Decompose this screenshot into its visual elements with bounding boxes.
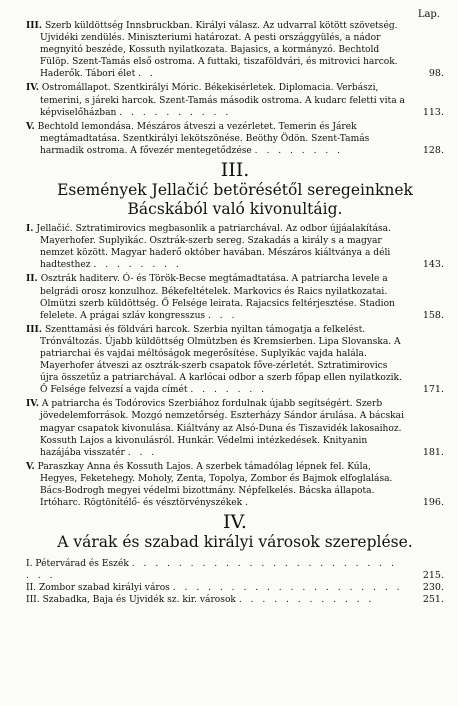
entry-page: 128. xyxy=(422,144,444,156)
entry-number: V. xyxy=(26,120,35,132)
toc-entry: I. Pétervárad és Eszék . . . . . . . . . . . . . . . . . . . . . . . . . . 215. xyxy=(26,559,444,582)
toc-entry: IV. Ostromállapot. Szentkirályi Móric. Békekisérletek. Diplomacia. Verbászi, temerini, s járeki harcok. Szent-Tamás második ostroma. A kudarc feletti vita a képviselőházban . . . . . . . . . . 113. xyxy=(26,82,444,118)
part-title: A várak és szabad királyi városok szereplése. xyxy=(57,533,413,552)
entry-text: Paraszkay Anna és Kossuth Lajos. A szerbek támadólag lépnek fel. Kúla, Hegyes, Feketehegy. Moholy, Zenta, Topolya, Zombor és Bajmok elfoglalása. Bács-Bodrogh megyei védelmi bizottmány. Népfelkelés. Bácska állapota. Irtóharc. Rögtönítélő- és vésztörvényszékek xyxy=(37,461,393,509)
entry-number: V. xyxy=(26,460,35,472)
entry-page: 181. xyxy=(422,446,444,458)
entry-page: 113. xyxy=(422,106,444,118)
entry-text: Szabadka, Baja és Ujvidék sz. kir. városok xyxy=(42,595,236,606)
entry-page: 143. xyxy=(422,259,444,271)
entry-page: 215. xyxy=(422,570,444,582)
entry-number: I. xyxy=(26,223,34,235)
entry-number: I. xyxy=(26,559,33,570)
part-number: IV. xyxy=(223,511,247,534)
entry-number: III. xyxy=(26,323,42,335)
toc-entry: I. Jellačić. Sztratimirovics megbasonlik a patriarchával. Az odbor újjáalakítása. Mayerhofer. Suplyikác. Osztrák-szerb sereg. Szakadás a király s a magyar nemzet között. Magyar haderő október havában. Mészáros kiáltványa a déli hadtesthez . . . . . . . . 143. xyxy=(26,223,444,271)
toc-entry: V. Bechtold lemondása. Mészáros átveszi a vezérletet. Temerin és Járek megtámadtatása. Szentkirályi lekötszönése. Beöthy Ödön. Szent-Tamás harmadik ostroma. A fővezér mentegetődzése . . . . . . . . 128. xyxy=(26,120,444,156)
entry-text: Jellačić. Sztratimirovics megbasonlik a patriarchával. Az odbor újjáalakítása. Mayerhofer. Suplyikác. Osztrák-szerb sereg. Szakadás a király s a magyar nemzet között. Magyar haderő október havában. Mészáros kiáltványa a déli hadtesthez xyxy=(36,224,391,271)
entry-text: Szenttamási és földvári harcok. Szerbia nyiltan támogatja a felkelést. Trónváltozás. Újabb küldöttség Olmützben és Kremsierben. Lipa Slovanska. A patriarchai és vajdai méltóságok megerősítése. Suplyikác vajda halála. Mayerhofer átveszi az osztrák-szerb csapatok főve-zérletét. Sztratimirovics újra összetűz a patriarchával. A karlócai odbor a szerb főpap ellen nyilatkozik. Ő Felsége felvezsí a vajda címét xyxy=(40,324,402,396)
toc-entry: V. Paraszkay Anna és Kossuth Lajos. A szerbek támadólag lépnek fel. Kúla, Hegyes, Feketehegy. Moholy, Zenta, Topolya, Zombor és Bajmok elfoglalása. Bács-Bodrogh megyei védelmi bizottmány. Népfelkelés. Bácska állapota. Irtóharc. Rögtönítélő- és vésztörvényszékek . 196. xyxy=(26,460,444,509)
entry-page: 196. xyxy=(422,497,444,509)
entry-text: Osztrák haditerv. Ó- és Török-Becse megtámadtatása. A patriarcha levele a belgrádi orosz konzulhoz. Békefeltételek. Markovics és Raics nyilatkozatai. Olmützi szerb küldöttség. Ő Felsége leirata. Rajacsics feltérjesztése. Stadion felelete. A prágai szláv kongresszus xyxy=(40,274,395,321)
entry-text: Ostromállapot. Szentkirályi Móric. Békekisérletek. Diplomacia. Verbászi, temerini, s járeki harcok. Szent-Tamás második ostroma. A kudarc feletti vita a képviselőházban xyxy=(40,83,405,118)
part-number: III. xyxy=(220,159,250,182)
entry-text: A patriarcha és Todórovics Szerbiához fordulnak újabb segítségért. Szerb jövedelemforrások. Mozgó nemzetőrség. Eszterházy Sándor árulása. A bácskai magyar csapatok kivonulása. Kiáltvány az Alsó-Duna és Tiszavidék lakosaihoz. Kossuth Lajos a kivonulásról. Hunkár. Védelmi intézkedések. Knityanin hazájába visszatér xyxy=(40,399,404,458)
entry-text: Zombor szabad királyi város xyxy=(38,583,170,594)
toc-entry: III. Szabadka, Baja és Ujvidék sz. kir. városok . . . . . . . . . . . . 251. xyxy=(26,594,444,606)
toc-section-2 xyxy=(26,20,444,606)
entry-text: Pétervárad és Eszék xyxy=(35,559,129,570)
entry-text: Bechtold lemondása. Mészáros átveszi a vezérletet. Temerin és Járek megtámadtatása. Szentkirályi lekötszönése. Beöthy Ödön. Szent-Tamás harmadik ostroma. A fővezér mentegetődzése xyxy=(37,121,370,156)
page-column-label: Lap. xyxy=(417,9,440,20)
part-title: Események Jellačić betörésétől seregeinknek Bácskából való kivonultáig. xyxy=(57,181,413,219)
toc-entry: III. Szerb küldöttség Innsbruckban. Királyi válasz. Az udvarral kötött szövetség. Ujvidéki zendülés. Miniszteriumi határozat. A pesti országgyülés, a nádor megnyitó beszéde, Kossuth nyilatkozata. Bajasics, a kormányzó. Bechtold Fülöp. Szent-Tamás első ostroma. A futtaki, tiszaföldvári, és mitrovici harcok. Haderők. Tábori élet . . 98. xyxy=(26,20,444,80)
toc-entry: II. Zombor szabad királyi város . . . . . . . . . . . . . . . . . . . . 230. xyxy=(26,582,444,594)
entry-page: 158. xyxy=(422,309,444,321)
entry-number: III. xyxy=(26,595,40,606)
entry-page: 98. xyxy=(428,68,444,80)
entry-page: 171. xyxy=(422,384,444,396)
entry-page: 230. xyxy=(422,582,444,594)
entry-number: II. xyxy=(26,583,37,594)
entry-text: Szerb küldöttség Innsbruckban. Királyi válasz. Az udvarral kötött szövetség. Ujvidéki zendülés. Miniszteriumi határozat. A pesti országgyülés, a nádor megnyitó beszéde, Kossuth nyilatkozata. Bajasics, a kormányzó. Bechtold Fülöp. Szent-Tamás első ostroma. A futtaki, tiszaföldvári, és mitrovici harcok. Haderők. Tábori élet xyxy=(40,21,398,80)
entry-number: II. xyxy=(26,273,38,285)
toc-entry: II. Osztrák haditerv. Ó- és Török-Becse megtámadtatása. A patriarcha levele a belgrádi orosz konzulhoz. Békefeltételek. Markovics és Raics nyilatkozatai. Olmützi szerb küldöttség. Ő Felsége leirata. Rajacsics feltérjesztése. Stadion felelete. A prágai szláv kongresszus . . . 158. xyxy=(26,273,444,321)
entry-number: IV. xyxy=(26,82,39,94)
toc-entry: IV. A patriarcha és Todórovics Szerbiához fordulnak újabb segítségért. Szerb jövedelemforrások. Mozgó nemzetőrség. Eszterházy Sándor árulása. A bácskai magyar csapatok kivonulása. Kiáltvány az Alsó-Duna és Tiszavidék lakosaihoz. Kossuth Lajos a kivonulásról. Hunkár. Védelmi intézkedések. Knityanin hazájába visszatér . . . 181. xyxy=(26,398,444,458)
entry-number: IV. xyxy=(26,398,39,410)
toc-entry: III. Szenttamási és földvári harcok. Szerbia nyiltan támogatja a felkelést. Trónváltozás. Újabb küldöttség Olmützben és Kremsierben. Lipa Slovanska. A patriarchai és vajdai méltóságok megerősítése. Suplyikác vajda halála. Mayerhofer átveszi az osztrák-szerb csapatok főve-zérletét. Sztratimirovics újra összetűz a patriarchával. A karlócai odbor a szerb főpap ellen nyilatkozik. Ő Felsége felvezsí a vajda címét . . . . . . . 171. xyxy=(26,323,444,396)
entry-page: 251. xyxy=(422,594,444,606)
entry-number: III. xyxy=(26,20,42,31)
